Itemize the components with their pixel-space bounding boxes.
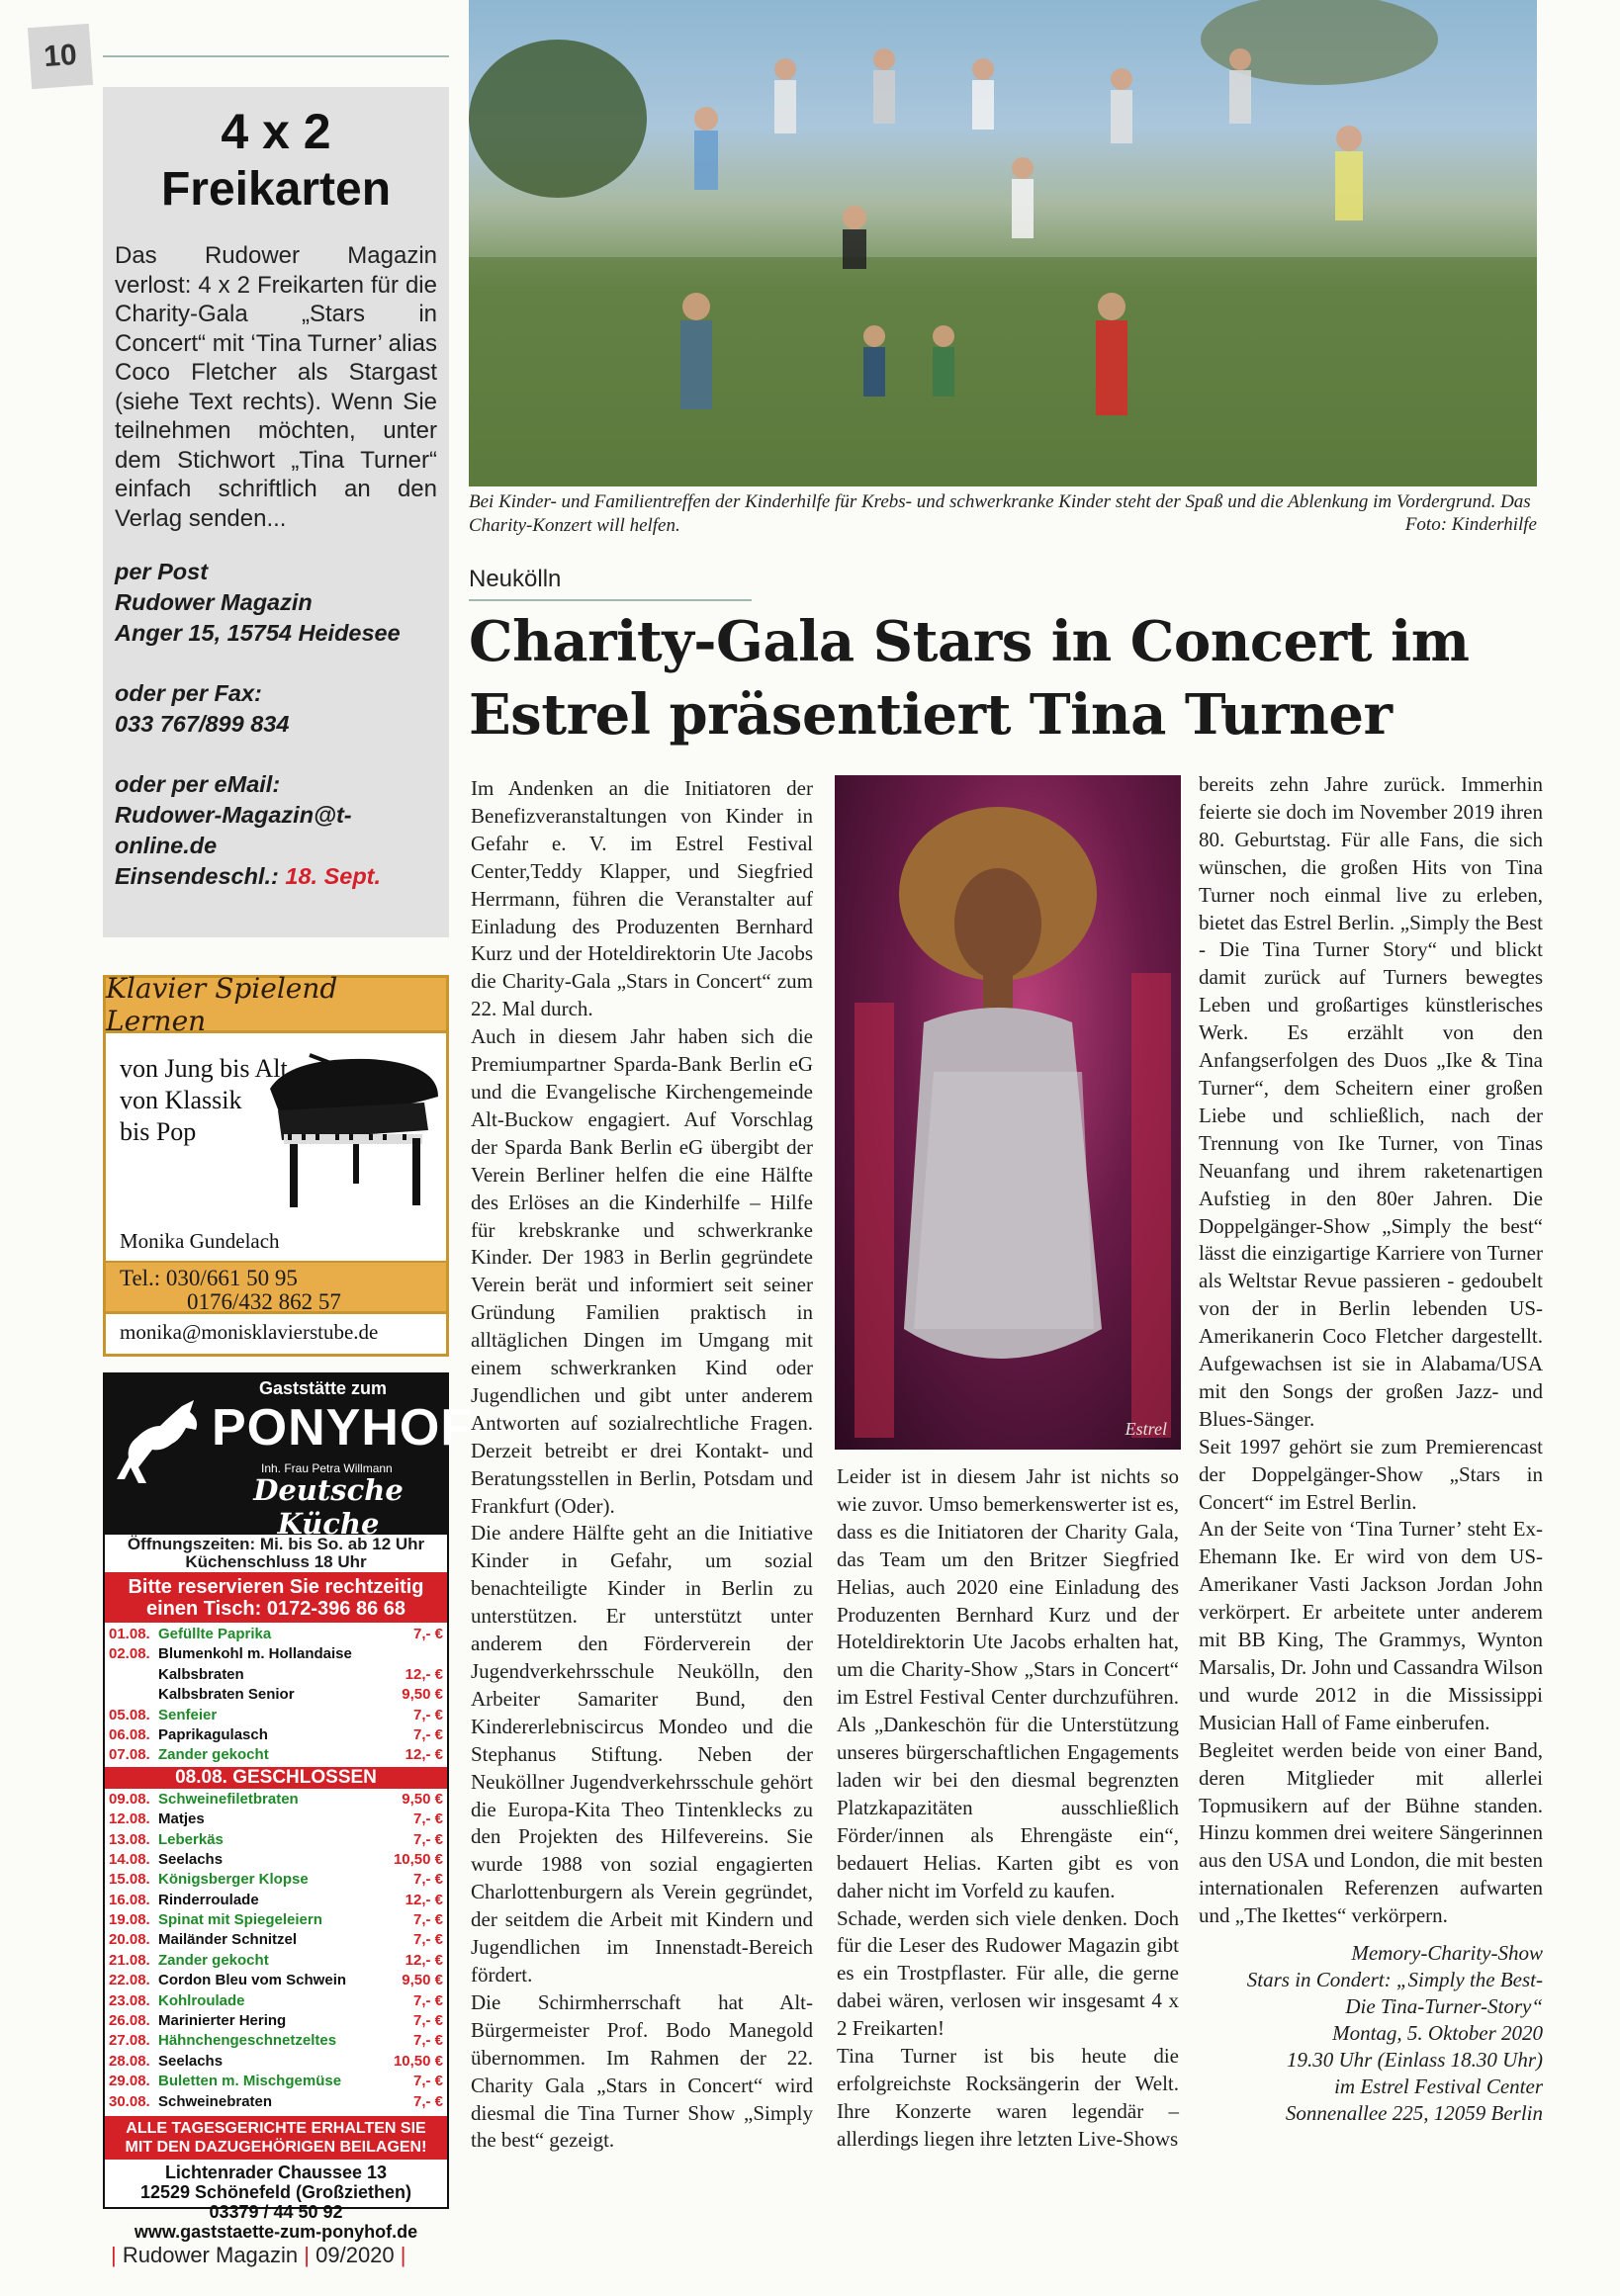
event-info bbox=[1199, 1940, 1543, 2127]
menu-list-first bbox=[109, 1625, 443, 1766]
menu-item bbox=[109, 1951, 443, 1971]
menu-date: 26.08. bbox=[109, 2012, 150, 2030]
note-line-1: ALLE TAGESGERICHTE ERHALTEN SIE bbox=[126, 2119, 426, 2137]
menu-date: 20.08. bbox=[109, 1931, 150, 1949]
paragraph: Tina Turner ist bis heute die erfolgreichste Rocksängerin der Welt. Ihre Konzerte waren legendär – allerdings liegen ihre letzten Live-Shows bbox=[837, 2044, 1179, 2151]
menu-dish: Paprikagulasch bbox=[158, 1725, 268, 1743]
menu-list-second bbox=[109, 1790, 443, 2112]
article-column-1 bbox=[471, 775, 813, 2155]
deadline-date: 18. Sept. bbox=[285, 863, 382, 889]
menu-dish: Matjes bbox=[158, 1810, 205, 1828]
menu-dish: Rinderroulade bbox=[158, 1891, 259, 1908]
paragraph: Leider ist in diesem Jahr ist nichts so wie zuvor. Umso bemerkenswerter ist es, dass es die Initiatoren der Charity Gala, das Team um den Britzer Siegfried Helias, auch 2020 eine Einladung des Produzenten Bernhard Kurz und der Hoteldirektorin Ute Jacobs erhalten hat, um die Charity-Show „Stars in Concert“ im Estrel Festival Center durchzuführen. Als „Dankeschön für die Unterstützung unseres bürgerschaftlichen Engagements laden wir bei den diesmal begrenzten Platzkapazitäten ausschließlich Förder/innen als Ehrengäste ein“, bedauert Helias. Karten gibt es von daher nicht im Vorfeld zu kaufen. bbox=[837, 1464, 1179, 1902]
menu-dish: Leberkäs bbox=[158, 1830, 224, 1848]
page-footer bbox=[111, 2243, 406, 2268]
paragraph: Auch in diesem Jahr haben sich die Premiumpartner Sparda-Bank Berlin eG und die Evangelische Kirchengemeinde Alt-Buckow engagiert. Auf Vorschlag der Sparda Bank Berlin eG übergibt der Verein Berliner helfen die eine Hälfte des Erlöses an die Kinderhilfe – Hilfe für krebskranke und schwerkranke Kinder. Der 1983 in Berlin gegründete Verein berät und informiert seit seiner Gründung Familien praktisch in alltäglichen Dingen im Umgang mit einem schwerkranken Kind oder Jugendlichen und gibt unter anderem Antworten auf sozialrechtliche Fragen. Derzeit betreibt er drei Kontakt- und Beratungsstellen in Berlin, Potsdam und Frankfurt (Oder). bbox=[471, 1024, 813, 1518]
menu-date: 05.08. bbox=[109, 1706, 150, 1723]
menu-dish: Seelachs bbox=[158, 1850, 224, 1868]
stage-photo-credit: Estrel bbox=[1125, 1419, 1167, 1439]
closed-day: 08.08. GESCHLOSSEN bbox=[105, 1767, 447, 1789]
city: 12529 Schönefeld (Großziethen) bbox=[139, 2181, 412, 2202]
hours-line-2: Küchenschluss 18 Uhr bbox=[185, 1552, 367, 1571]
separator: | bbox=[304, 2243, 310, 2267]
menu-dish: Kalbsbraten bbox=[158, 1665, 244, 1683]
menu-item bbox=[109, 1685, 443, 1705]
giveaway-title: Freikarten bbox=[160, 163, 392, 216]
menu-price: 7,- € bbox=[412, 2012, 443, 2030]
menu-date: 27.08. bbox=[109, 2032, 150, 2050]
divider bbox=[103, 55, 449, 57]
menu-dish: Hähnchengeschnetzeltes bbox=[158, 2032, 337, 2050]
teacher-name: Monika Gundelach bbox=[120, 1229, 280, 1253]
opening-hours bbox=[105, 1535, 447, 1572]
paragraph: Die Schirmherrschaft hat Alt-Bürgermeister Prof. Bodo Manegold übernommen. Im Rahmen der 22. Charity Gala „Stars in Concert“ wird diesmal die Tina Turner Show „Simply the best“ gezeigt. bbox=[471, 1989, 813, 2153]
restaurant-name: PONYHOF bbox=[212, 1399, 474, 1457]
menu-price: 9,50 € bbox=[402, 1972, 443, 1989]
piano-email[interactable]: monika@monisklavierstube.de bbox=[120, 1320, 379, 1344]
menu-item bbox=[109, 1644, 443, 1664]
magazine-name: Rudower Magazin bbox=[122, 2243, 299, 2267]
piano-line-3: bis Pop bbox=[120, 1117, 197, 1146]
reserve-line-1: Bitte reservieren Sie rechtzeitig bbox=[128, 1576, 424, 1598]
menu-date: 01.08. bbox=[109, 1626, 150, 1642]
giveaway-text: Das Rudower Magazin verlost: 4 x 2 Freikarten für die Charity-Gala „Stars in Concert“ mit ‘Tina Turner’ alias Coco Fletcher als Stargast (siehe Text rechts). Wenn Sie teilnehmen möchten, unter dem Stichwort „Tina Turner“ einfach schriftlich an den Verlag senden... bbox=[115, 242, 437, 532]
menu-price: 7,- € bbox=[412, 1871, 443, 1889]
menu-item bbox=[109, 1891, 443, 1910]
post-address: Anger 15, 15754 Heidesee bbox=[115, 620, 401, 646]
section-label: Neukölln bbox=[469, 566, 562, 592]
menu-date: 07.08. bbox=[109, 1746, 150, 1764]
performer-photo bbox=[835, 775, 1181, 1450]
event-venue: im Estrel Festival Center bbox=[1334, 2075, 1543, 2099]
menu-dish: Kohlroulade bbox=[158, 1991, 245, 2009]
menu-item bbox=[109, 1625, 443, 1644]
piano-phone-bar bbox=[106, 1261, 446, 1314]
menu-price: 9,50 € bbox=[402, 1686, 443, 1704]
menu-price: 7,- € bbox=[412, 1706, 443, 1723]
menu-dish: Kalbsbraten Senior bbox=[158, 1686, 295, 1704]
menu-dish: Schweinebraten bbox=[158, 2092, 273, 2110]
issue: 09/2020 bbox=[315, 2243, 395, 2267]
menu-date: 19.08. bbox=[109, 1911, 150, 1929]
restaurant-phone[interactable]: 03379 / 44 50 92 bbox=[209, 2201, 343, 2222]
menu-price: 7,- € bbox=[412, 1931, 443, 1949]
ponyhof-header bbox=[105, 1374, 474, 1541]
menu-dish: Spinat mit Spiegeleiern bbox=[158, 1911, 322, 1929]
menu-dish: Cordon Bleu vom Schwein bbox=[158, 1972, 347, 1989]
menu-item bbox=[109, 1810, 443, 1829]
piano-ad-title: Klavier Spielend Lernen bbox=[106, 978, 446, 1033]
article-column-2 bbox=[837, 1463, 1179, 2154]
menu-date: 13.08. bbox=[109, 1830, 150, 1848]
event-address: Sonnenallee 225, 12059 Berlin bbox=[1285, 2101, 1543, 2126]
menu-dish: Marinierter Hering bbox=[158, 2012, 287, 2030]
menu-date: 02.08. bbox=[109, 1645, 150, 1663]
paragraph: Die andere Hälfte geht an die Initiative Kinder in Gefahr, um sozial benachteiligte Kinder in Berlin zu unterstützen. Er unterstützt unter anderem den Förderverein der Jugendverkehrsschule Neukölln, den Arbeiter Samariter Bund, den Kindererlebniscircus Mondeo und die Stephanus Stiftung. Neben der Neuköllner Jugendverkehrsschule gehört die Europa-Kita Theo Tintenklecks zu den Projekten des Hilfevereins. Sie wurde 1988 von sozial engagierten Charlottenburgern als Verein gegründet, der seitdem die Arbeit mit Kindern und Jugendlichen im Innenstadt-Bereich fördert. bbox=[471, 1521, 813, 1987]
event-date: Montag, 5. Oktober 2020 bbox=[1332, 2021, 1543, 2046]
email-link[interactable]: Rudower-Magazin@t-online.de bbox=[115, 802, 352, 858]
menu-item bbox=[109, 2011, 443, 2031]
menu-date: 12.08. bbox=[109, 1810, 150, 1828]
separator: | bbox=[111, 2243, 117, 2267]
menu-dish: Gefüllte Paprika bbox=[158, 1626, 272, 1642]
menu-price: 7,- € bbox=[412, 1810, 443, 1828]
note-line-2: MIT DEN DAZUGEHÖRIGEN BEILAGEN! bbox=[125, 2138, 427, 2156]
menu-price: 7,- € bbox=[412, 1626, 443, 1642]
menu-item bbox=[109, 1971, 443, 1990]
fax-number: 033 767/899 834 bbox=[115, 711, 290, 737]
paragraph: Begleitet werden beide von einer Band, deren Mitglieder mit allerlei Topmusikern auf der Bühne standen. Hinzu kommen drei weitere Sängerinnen aus den USA und London, die mit besten internationalen Referenzen aufwarten und „The Ikettes“ verkörpern. bbox=[1199, 1737, 1543, 1928]
phone-1[interactable]: Tel.: 030/661 50 95 bbox=[120, 1266, 298, 1290]
side-dish-note bbox=[105, 2116, 447, 2160]
menu-price: 7,- € bbox=[412, 1911, 443, 1929]
piano-lessons-ad bbox=[103, 971, 449, 1357]
menu-price: 10,50 € bbox=[393, 2052, 443, 2070]
reservation-banner bbox=[105, 1572, 447, 1623]
fax-label: oder per Fax: bbox=[115, 680, 262, 706]
menu-dish: Seelachs bbox=[158, 2052, 224, 2070]
paragraph: Im Andenken an die Initiatoren der Benefizveranstaltungen von Kinder in Gefahr e. V. im Estrel Festival Center,Teddy Klapper, und Siegfried Herrmann, führen die Veranstalter auf Einladung des Produzenten Bernhard Kurz und der Hoteldirektorin Ute Jacobs die Charity-Gala „Stars in Concert“ zum 22. Mal durch. bbox=[471, 776, 813, 1021]
menu-date bbox=[109, 1685, 158, 1705]
menu-item bbox=[109, 1706, 443, 1725]
daily-menu bbox=[105, 1623, 447, 2112]
giveaway-count: 4 x 2 bbox=[221, 104, 331, 159]
menu-date: 23.08. bbox=[109, 1991, 150, 2009]
menu-date: 29.08. bbox=[109, 2073, 150, 2090]
menu-price: 12,- € bbox=[405, 1891, 443, 1908]
event-show: Stars in Condert: „Simply the Best- bbox=[1246, 1968, 1543, 1992]
menu-item bbox=[109, 1910, 443, 1930]
photo-credit: Foto: Kinderhilfe bbox=[1404, 514, 1537, 535]
restaurant-address bbox=[105, 2160, 447, 2242]
restaurant-subtitle: Gaststätte zum bbox=[259, 1378, 388, 1398]
menu-item bbox=[109, 1745, 443, 1765]
menu-item bbox=[109, 2052, 443, 2072]
menu-date: 22.08. bbox=[109, 1972, 150, 1989]
menu-dish: Königsberger Klopse bbox=[158, 1871, 309, 1889]
menu-price: 12,- € bbox=[405, 1665, 443, 1683]
menu-price: 7,- € bbox=[412, 2073, 443, 2090]
divider bbox=[469, 599, 752, 601]
street: Lichtenrader Chaussee 13 bbox=[164, 2162, 388, 2182]
menu-item bbox=[109, 1870, 443, 1890]
group-photo bbox=[469, 0, 1537, 486]
menu-date: 30.08. bbox=[109, 2092, 150, 2110]
menu-dish: Senfeier bbox=[158, 1706, 218, 1723]
piano-line-2: von Klassik bbox=[120, 1086, 242, 1114]
paragraph: Seit 1997 gehört sie zum Premierencast der Doppelgänger-Show „Stars in Concert“ im Estrel Berlin. bbox=[1199, 1434, 1543, 1514]
paragraph: An der Seite von ‘Tina Turner’ steht Ex-Ehemann Ike. Er wird von dem US-Amerikaner Vasti Jackson Jordan John verkörpert. Er arbeitete unter anderem mit BB King, The Grammys, Wynton Marsalis, Dr. John und Cassandra Wilson und wurde 2012 in die Mississippi Musician Hall of Fame einberufen. bbox=[1199, 1517, 1543, 1734]
menu-price: 12,- € bbox=[405, 1746, 443, 1764]
menu-price: 9,50 € bbox=[402, 1790, 443, 1808]
menu-dish: Mailänder Schnitzel bbox=[158, 1931, 298, 1949]
menu-date: 09.08. bbox=[109, 1790, 150, 1808]
cuisine: Deutsche Küche bbox=[253, 1473, 404, 1541]
menu-item bbox=[109, 1930, 443, 1950]
menu-price: 10,50 € bbox=[393, 1850, 443, 1868]
menu-date bbox=[109, 1665, 158, 1685]
grand-piano-icon bbox=[250, 1049, 444, 1217]
menu-item bbox=[109, 1725, 443, 1745]
email-label: oder per eMail: bbox=[115, 771, 281, 797]
menu-item bbox=[109, 2092, 443, 2112]
performer-illustration bbox=[835, 775, 1181, 1450]
menu-dish: Schweinefiletbraten bbox=[158, 1790, 299, 1808]
post-label: per Post bbox=[115, 559, 209, 584]
event-title: Memory-Charity-Show bbox=[1351, 1941, 1543, 1966]
ponyhof-restaurant-ad bbox=[103, 1372, 474, 2242]
piano-line-1: von Jung bis Alt bbox=[120, 1054, 288, 1083]
menu-date: 15.08. bbox=[109, 1871, 150, 1889]
page-number: 10 bbox=[28, 24, 93, 89]
menu-price: 7,- € bbox=[412, 2092, 443, 2110]
event-time: 19.30 Uhr (Einlass 18.30 Uhr) bbox=[1286, 2048, 1543, 2073]
menu-dish: Buletten m. Mischgemüse bbox=[158, 2073, 342, 2090]
menu-dish: Zander gekocht bbox=[158, 1951, 269, 1969]
menu-price: 12,- € bbox=[405, 1951, 443, 1969]
deadline bbox=[115, 861, 437, 892]
event-show-subtitle: Die Tina-Turner-Story“ bbox=[1345, 1994, 1543, 2019]
menu-item bbox=[109, 1830, 443, 1850]
paragraph: bereits zehn Jahre zurück. Immerhin feierte sie doch im November 2019 ihren 80. Geburtstag. Für alle Fans, die sich wünschen, die großen Hits von Tina Turner noch einmal live zu erleben, bietet das Estrel Berlin. „Simply the Best - Die Tina Turner Story“ und blickt damit zurück auf Turners bewegtes Leben und großartiges künstlerisches Werk. Es erzählt von den Anfangserfolgen des Duos „Ike & Tina Turner“, dem Scheitern einer großen Liebe und schließlich, nach der Trennung von Ike Turner, von Tinas Neuanfang und ihrem raketenartigen Aufstieg in den 80er Jahren. Die Doppelgänger-Show „Simply the best“ lässt die einzigartige Karriere von Turner als Weltstar Revue passieren - gedoubelt von der in Berlin lebenden US-Amerikanerin Coco Fletcher dargestellt. Aufgewachsen ist sie in Alabama/USA mit den Songs der großen Jazz- und Blues-Sänger. bbox=[1199, 772, 1543, 1431]
phone-2[interactable]: 0176/432 862 57 bbox=[187, 1289, 341, 1314]
menu-date: 28.08. bbox=[109, 2052, 150, 2070]
menu-date: 14.08. bbox=[109, 1850, 150, 1868]
menu-item bbox=[109, 1665, 443, 1685]
ticket-giveaway-box bbox=[103, 87, 449, 937]
restaurant-owner: Inh. Frau Petra Willmann bbox=[261, 1461, 393, 1475]
menu-price: 7,- € bbox=[412, 1991, 443, 2009]
menu-date: 06.08. bbox=[109, 1725, 150, 1743]
menu-item bbox=[109, 1790, 443, 1810]
menu-price: 7,- € bbox=[412, 1830, 443, 1848]
photo-caption: Bei Kinder- und Familientreffen der Kinderhilfe für Krebs- und schwerkranke Kinder steht der Spaß und die Ablenkung im Vordergrund. Das Charity-Konzert will helfen. bbox=[469, 491, 1531, 536]
deadline-label: Einsendeschl.: bbox=[115, 863, 279, 889]
menu-price: 7,- € bbox=[412, 2032, 443, 2050]
separator: | bbox=[400, 2243, 406, 2267]
menu-item bbox=[109, 1991, 443, 2011]
post-name: Rudower Magazin bbox=[115, 589, 313, 615]
article-headline: Charity-Gala Stars in Concert im Estrel präsentiert Tina Turner bbox=[469, 609, 1470, 748]
menu-item bbox=[109, 1850, 443, 1870]
restaurant-website[interactable]: www.gaststaette-zum-ponyhof.de bbox=[134, 2221, 418, 2242]
article-column-3 bbox=[1199, 771, 1543, 2127]
menu-price bbox=[388, 1644, 443, 1664]
menu-item bbox=[109, 2031, 443, 2051]
hours-line-1: Öffnungszeiten: Mi. bis So. ab 12 Uhr bbox=[127, 1535, 425, 1553]
reserve-line-2[interactable]: einen Tisch: 0172-396 86 68 bbox=[145, 1598, 405, 1620]
paragraph: Schade, werden sich viele denken. Doch für die Leser des Rudower Magazin gibt es ein Trostpflaster. Für alle, die gerne dabei wären, verlosen wir insgesamt 4 x 2 Freikarten! bbox=[837, 1905, 1179, 2041]
horse-icon bbox=[113, 1396, 204, 1487]
menu-date: 21.08. bbox=[109, 1951, 150, 1969]
menu-price: 7,- € bbox=[412, 1725, 443, 1743]
menu-item bbox=[109, 2072, 443, 2091]
group-photo-illustration bbox=[469, 0, 1537, 486]
menu-date: 16.08. bbox=[109, 1891, 150, 1908]
menu-dish: Blumenkohl m. Hollandaise bbox=[158, 1645, 352, 1663]
menu-dish: Zander gekocht bbox=[158, 1746, 269, 1764]
